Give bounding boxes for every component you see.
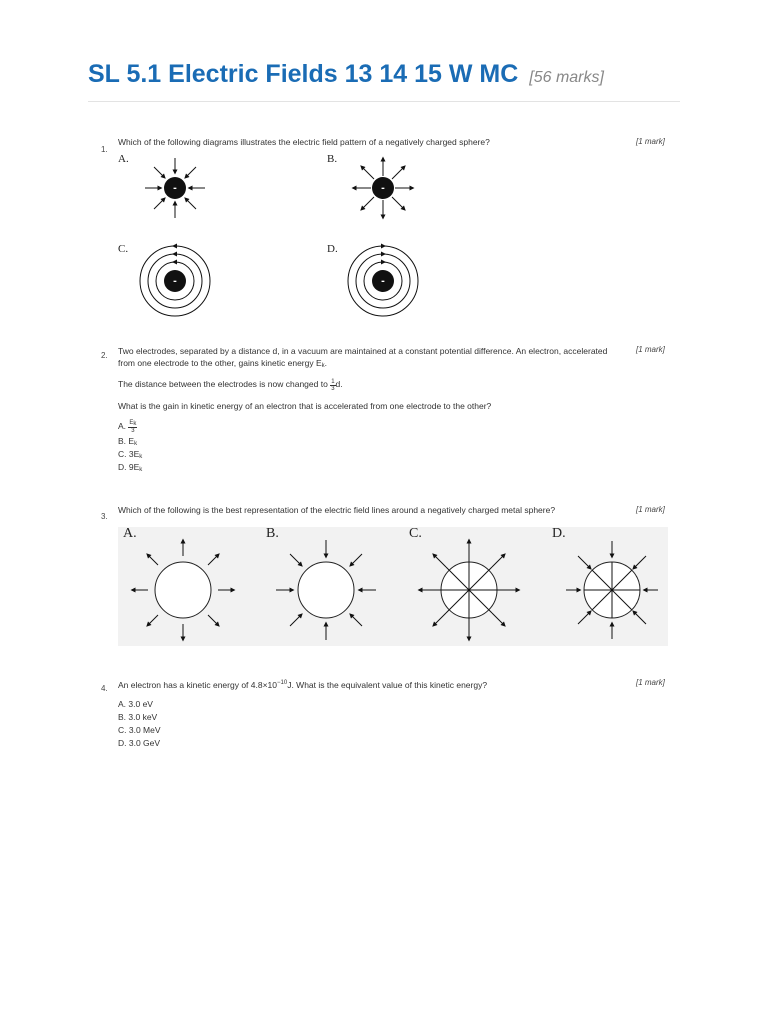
exponent: −10	[277, 680, 288, 686]
diagram-label-d: D.	[327, 243, 338, 255]
option-value: E	[128, 436, 135, 446]
option-c: C. 3.0 MeV	[118, 725, 161, 735]
option-value: 3E	[128, 449, 140, 459]
option-value: 9E	[128, 462, 140, 472]
question-text-line2-body: from one electrode to the other, gains kinetic energy E	[118, 358, 322, 368]
distance-d: d.	[335, 379, 343, 389]
question-marks: [1 mark]	[636, 678, 665, 687]
option-d: D. 9Ek	[118, 462, 143, 473]
option-c: C. 3Ek	[118, 449, 143, 460]
question-text: Which of the following diagrams illustrates the electric field pattern of a negatively charged sphere?	[118, 137, 490, 147]
title-text: SL 5.1 Electric Fields 13 14 15 W MC	[88, 60, 519, 88]
diagram-label-b: B.	[266, 526, 279, 541]
diagram-label-a: A.	[118, 153, 129, 165]
option-label: A.	[118, 421, 127, 431]
frac-num: 1	[331, 379, 335, 385]
question-number: 4.	[101, 684, 108, 693]
frac-den: 3	[331, 386, 335, 392]
charge-symbol: -	[173, 182, 177, 194]
charge-symbol: -	[173, 275, 177, 287]
option-a: A. 3.0 eV	[118, 699, 153, 709]
distance-text: The distance between the electrodes is now changed to	[118, 379, 328, 389]
question-number: 3.	[101, 512, 108, 521]
diagram-a-outward-lines	[133, 541, 233, 639]
option-label: C.	[118, 449, 127, 459]
question-text-line2: from one electrode to the other, gains kinetic energy Ek.	[118, 358, 328, 369]
question-marks: [1 mark]	[636, 505, 665, 514]
diagram-b-inward-lines	[276, 540, 376, 640]
charge-symbol: -	[381, 182, 385, 194]
frac-den: 3	[131, 428, 135, 434]
diagram-label-b: B.	[327, 153, 338, 165]
option-label: D.	[118, 462, 127, 472]
question-number: 1.	[101, 145, 108, 154]
option-a-fraction: $\frac{Ek}{3}$	[129, 420, 137, 434]
question-marks: [1 mark]	[636, 345, 665, 354]
question-marks: [1 mark]	[636, 137, 665, 146]
question-text: An electron has a kinetic energy of $4.8\times 10^{-10}J$. What is the equivalent value of this kinetic energy?	[118, 680, 488, 690]
question-prompt: What is the gain in kinetic energy of an electron that is accelerated from one electrode to the other?	[118, 401, 492, 411]
option-b: B. Ek	[118, 436, 138, 447]
question-number: 2.	[101, 351, 108, 360]
question-text-line1: Two electrodes, separated by a distance d, in a vacuum are maintained at a constant potential difference. An electron, accelerated	[118, 346, 608, 356]
question-text: Which of the following is the best representation of the electric field lines around a negatively charged metal sphere?	[118, 505, 556, 515]
option-b: B. 3.0 keV	[118, 712, 158, 722]
option-d: D. 3.0 GeV	[118, 738, 161, 748]
frac-num: E	[129, 420, 134, 426]
total-marks: [56 marks]	[529, 69, 604, 86]
diagram-label-d: D.	[552, 526, 566, 541]
option-label: B.	[118, 436, 127, 446]
diagram-label-c: C.	[118, 243, 129, 255]
subscript-k: k	[321, 363, 325, 369]
diagram-label-a: A.	[123, 526, 137, 541]
diagram-d-lines-through-inward	[566, 541, 658, 639]
diagram-label-c: C.	[409, 526, 422, 541]
charge-symbol: -	[381, 275, 385, 287]
diagram-c-lines-through-outward	[420, 541, 518, 639]
